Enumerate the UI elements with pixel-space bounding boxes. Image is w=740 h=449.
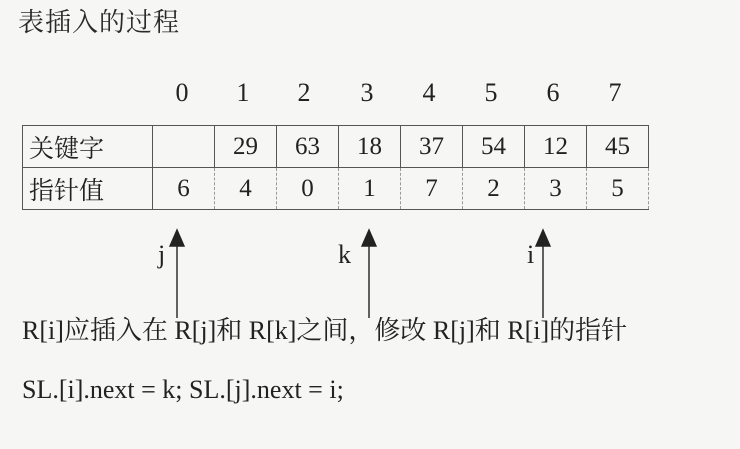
pointer-cell: 7: [401, 168, 463, 210]
pointer-cell: 1: [339, 168, 401, 210]
pointer-label-i: i: [527, 240, 535, 269]
key-row-label: 关键字: [23, 126, 153, 168]
key-cell: 54: [463, 126, 525, 168]
pointer-cell: 3: [525, 168, 587, 210]
key-cell: 63: [277, 126, 339, 168]
index-label: 7: [608, 78, 622, 107]
explanation-line: R[i]应插入在 R[j]和 R[k]之间，修改 R[j]和 R[i]的指针: [22, 316, 628, 345]
pointer-cell: 6: [153, 168, 215, 210]
key-cell: 29: [215, 126, 277, 168]
index-label: 6: [546, 78, 560, 107]
pointer-cell: 2: [463, 168, 525, 210]
pointer-label-j: j: [158, 240, 166, 269]
page-title: 表插入的过程: [18, 8, 181, 37]
code-line: SL.[i].next = k; SL.[j].next = i;: [22, 375, 344, 404]
pointer-label-k: k: [338, 240, 351, 269]
arrow-i-head: [536, 230, 550, 246]
index-label: 0: [175, 78, 189, 107]
pointer-cell: 0: [277, 168, 339, 210]
index-label: 4: [422, 78, 436, 107]
pointer-row-label: 指针值: [23, 168, 153, 210]
pointer-cell: 5: [587, 168, 649, 210]
key-cell: 37: [401, 126, 463, 168]
index-label: 1: [236, 78, 250, 107]
pointer-cell: 4: [215, 168, 277, 210]
index-label: 3: [360, 78, 374, 107]
key-cell: 45: [587, 126, 649, 168]
key-cell: 18: [339, 126, 401, 168]
index-label: 2: [297, 78, 311, 107]
arrow-j-head: [170, 230, 184, 246]
index-label: 5: [484, 78, 498, 107]
arrow-k-head: [362, 230, 376, 246]
key-cell: 12: [525, 126, 587, 168]
